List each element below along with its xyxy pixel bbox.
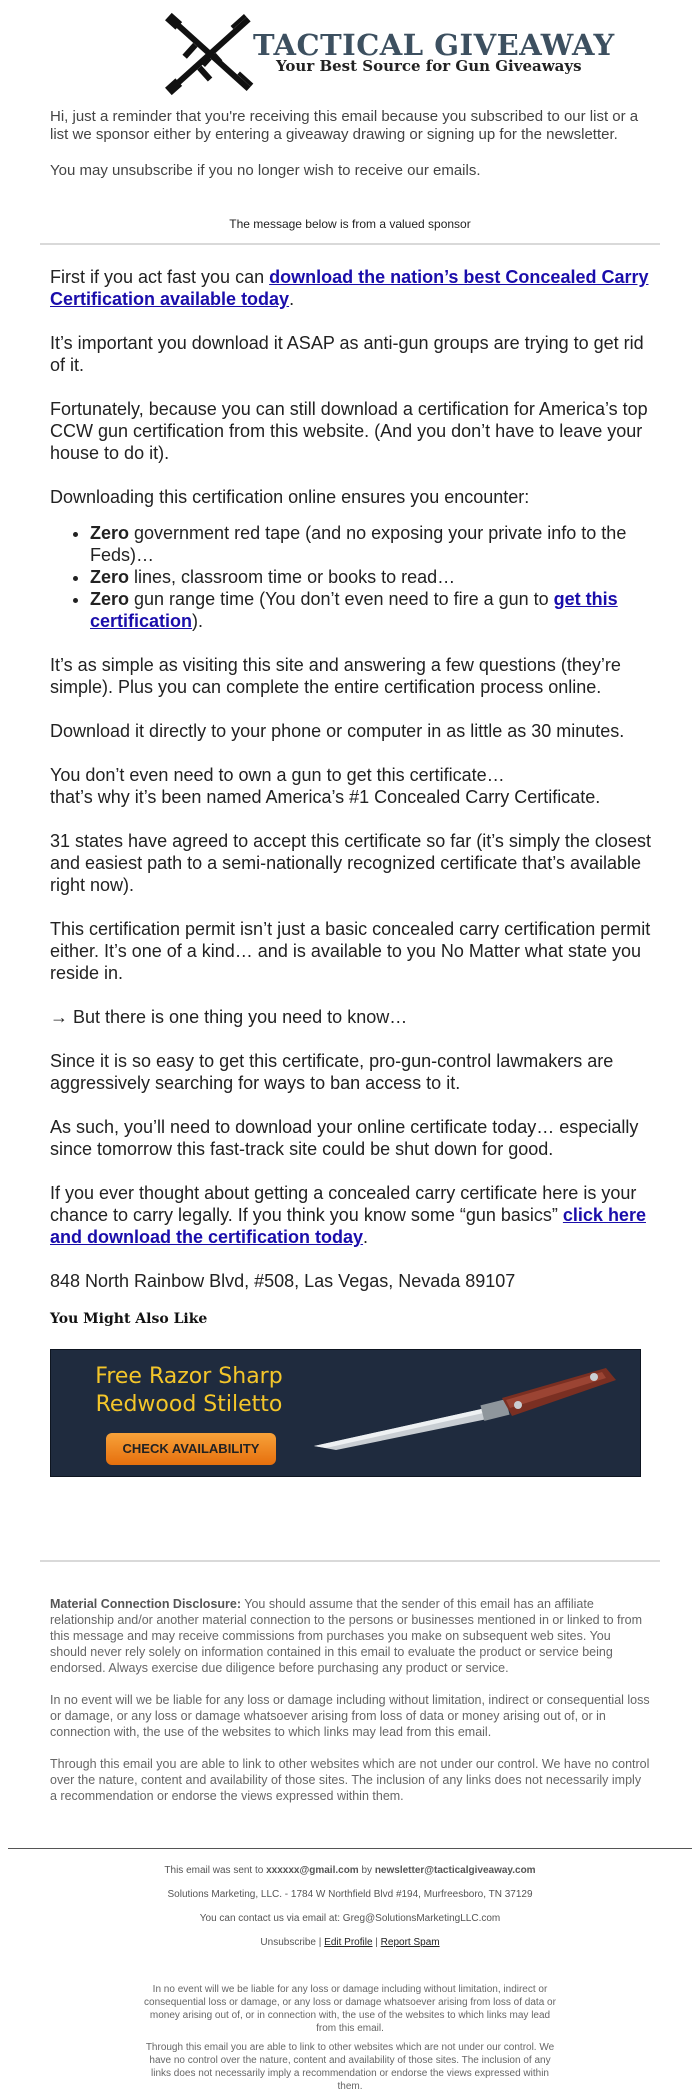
article-paragraph: It’s as simple as visiting this site and answering a few questions (they’re simple). Plus you can complete the entire certification process online. bbox=[50, 655, 621, 697]
unsubscribe-text: You may unsubscribe if you no longer wish to receive our emails. bbox=[50, 162, 481, 179]
material-disclosure: Material Connection Disclosure: You should assume that the sender of this email has an affiliate relationship and/or another material connection to the persons or businesses mentioned in or linked to from this message and may receive commissions from purchases you make on subsequent web sites. You should never rely solely on information contained in this email to evaluate the product or service being endorsed. Always exercise due diligence before purchasing any product or service. In no event will we be liable for any loss or damage including without limitation, indirect or consequential loss or damage, or any loss or damage whatsoever arising from loss of data or money arising out of, or in connection with, the use of the websites to which links may lead from this email. Through this email you are able to link to other websites which are not under our control. We have no control over the nature, content and availability of those sites. The inclusion of any links does not necessarily imply a recommendation or endorse the views expressed within them. bbox=[50, 1597, 650, 1803]
footer-legal-liability: In no event will we be liable for any loss or damage including without limitation, indirect or consequential loss or damage, or any loss or damage whatsoever arising from loss of data or money arising out of, or in connection with, the use of the websites to which links may lead from this email. bbox=[144, 1984, 556, 2034]
article-paragraph: → But there is one thing you need to know… bbox=[50, 1007, 408, 1027]
sponsor-note: The message below is from a valued sponsor bbox=[229, 217, 471, 231]
sent-to-line: This email was sent to xxxxxx@gmail.com by newsletter@tacticalgiveaway.com bbox=[164, 1865, 536, 1876]
subscription-reminder bbox=[50, 108, 650, 198]
sender-email: newsletter@tacticalgiveaway.com bbox=[374, 1865, 536, 1876]
stiletto-knife-icon bbox=[306, 1350, 641, 1477]
ad-headline-line1: Free Razor Sharp bbox=[95, 1364, 283, 1389]
sponsor-address: 848 North Rainbow Blvd, #508, Las Vegas, Nevada 89107 bbox=[50, 1271, 516, 1291]
download-certification-link[interactable]: download the nation’s best Concealed Carry Certification available today bbox=[50, 267, 649, 309]
brand-tagline: Your Best Source for Gun Giveaways bbox=[276, 57, 582, 75]
ad-headline-line2: Redwood Stiletto bbox=[95, 1392, 283, 1417]
article-paragraph: Download it directly to your phone or computer in as little as 30 minutes. bbox=[50, 721, 625, 741]
article-paragraph: 31 states have agreed to accept this certificate so far (it’s simply the closest and easiest path to a semi-nationally recognized certificate that’s available right now). bbox=[50, 831, 651, 895]
article-paragraph: Fortunately, because you can still download a certification for America’s top CCW gun certification from this website. (And you don’t have to leave your house to do it). bbox=[50, 399, 648, 463]
footer-divider bbox=[8, 1848, 692, 1849]
list-item: • Zero lines, classroom time or books to read… bbox=[90, 566, 660, 588]
divider bbox=[40, 1560, 660, 1562]
crossed-rifles-icon bbox=[155, 8, 265, 100]
divider bbox=[40, 243, 660, 245]
unsubscribe-link[interactable]: Unsubscribe bbox=[260, 1937, 316, 1948]
benefits-list bbox=[90, 522, 660, 632]
article-paragraph: It’s important you download it ASAP as anti-gun groups are trying to get rid of it. bbox=[50, 333, 644, 375]
article-paragraph: As such, you’ll need to download your online certificate today… especially since tomorrow this fast-track site could be shut down for good. bbox=[50, 1117, 639, 1159]
article-paragraph: If you ever thought about getting a concealed carry certificate here is your chance to carry legally. If you think you know some “gun basics” click here and download the certification today. bbox=[50, 1183, 646, 1247]
subscribed-text: Hi, just a reminder that you're receiving this email because you subscribed to our list or a list we sponsor either by entering a giveaway drawing or signing up for the newsletter. bbox=[50, 108, 639, 143]
contact-line: You can contact us via email at: Greg@SolutionsMarketingLLC.com bbox=[199, 1913, 501, 1924]
company-address: Solutions Marketing, LLC. - 1784 W Northfield Blvd #194, Murfreesboro, TN 37129 bbox=[167, 1889, 533, 1900]
recipient-email: xxxxxx@gmail.com bbox=[266, 1865, 359, 1876]
check-availability-button[interactable]: CHECK AVAILABILITY bbox=[106, 1433, 276, 1465]
disclosure-label: Material Connection Disclosure: bbox=[50, 1597, 242, 1611]
article-paragraph: First if you act fast you can download the nation’s best Concealed Carry Certification available today. bbox=[50, 267, 649, 309]
article-paragraph: This certification permit isn’t just a basic concealed carry certification permit either. It’s one of a kind… and is available to you No Matter what state you reside in. bbox=[50, 919, 651, 983]
sponsor-article bbox=[50, 266, 660, 1314]
stiletto-ad-banner[interactable] bbox=[50, 1349, 641, 1477]
article-paragraph: Downloading this certification online ensures you encounter: bbox=[50, 487, 530, 507]
disclosure-paragraph: Through this email you are able to link to other websites which are not under our control. We have no control over the nature, content and availability of those sites. The inclusion of any links does not necessarily imply a recommendation or endorse the views expressed within them. bbox=[50, 1757, 650, 1803]
article-paragraph: You don’t even need to own a gun to get this certificate… that’s why it’s been named America’s #1 Concealed Carry Certificate. bbox=[50, 765, 601, 807]
footer-legal-links: Through this email you are able to link to other websites which are not under our control. We have no control over the nature, content and availability of those sites. The inclusion of any links does not necessarily imply a recommendation or endorse the views expressed within them. bbox=[145, 2042, 555, 2092]
get-certification-link[interactable]: get this certification bbox=[90, 589, 618, 631]
download-today-link[interactable]: click here and download the certification today bbox=[50, 1205, 646, 1247]
edit-profile-link[interactable]: Edit Profile bbox=[324, 1937, 373, 1948]
article-paragraph: Since it is so easy to get this certificate, pro-gun-control lawmakers are aggressively searching for ways to ban access to it. bbox=[50, 1051, 614, 1093]
also-like-title: You Might Also Like bbox=[50, 1311, 208, 1327]
footer-links: Unsubscribe | Edit Profile | Report Spam bbox=[260, 1937, 440, 1948]
disclosure-paragraph: In no event will we be liable for any loss or damage including without limitation, indirect or consequential loss or damage, or any loss or damage whatsoever arising from loss of data or money arising out of, or in connection with, the use of the websites to which links may lead from this email. bbox=[50, 1693, 650, 1739]
list-item: • Zero gun range time (You don’t even need to fire a gun to get this certification). bbox=[90, 588, 660, 632]
report-spam-link[interactable]: Report Spam bbox=[380, 1937, 440, 1948]
brand-title: TACTICAL GIVEAWAY bbox=[253, 28, 615, 62]
email-header bbox=[0, 0, 700, 110]
list-item: • Zero government red tape (and no exposing your private info to the Feds)… bbox=[90, 522, 660, 566]
